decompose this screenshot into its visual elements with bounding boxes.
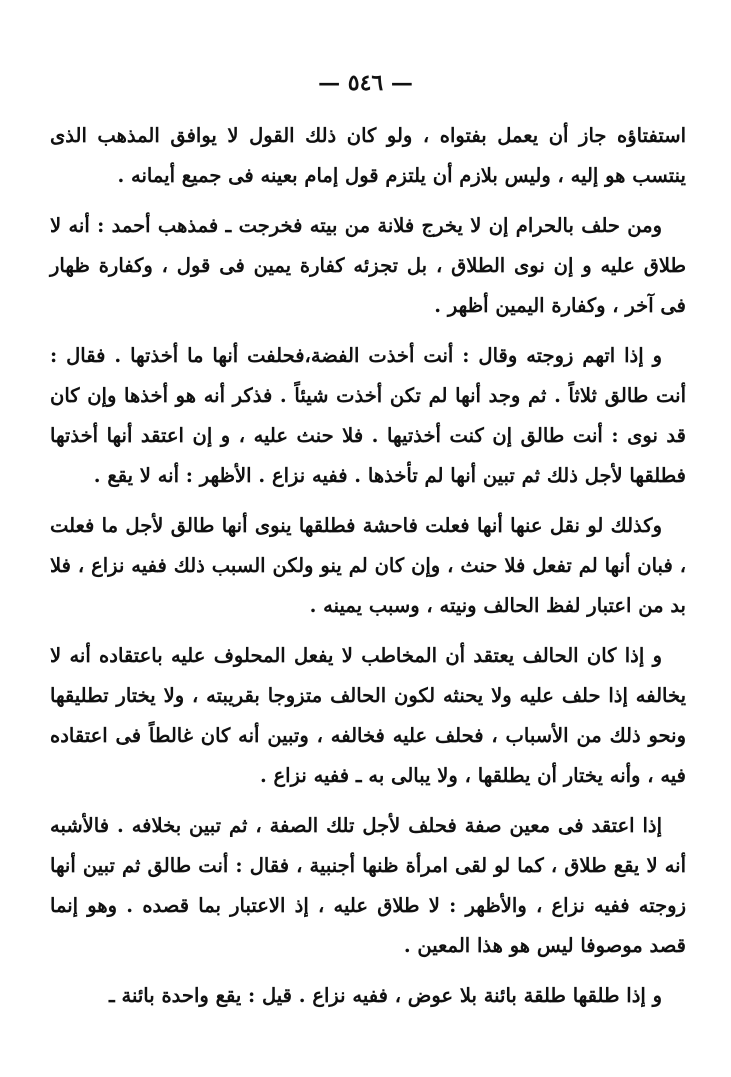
- page-number: — ٥٤٦ —: [318, 70, 413, 96]
- paragraph: إذا اعتقد فى معين صفة فحلف لأجل تلك الصفة ، ثم تبين بخلافه . فالأشبه أنه لا يقع طلاق ، كما لو لقى امرأة ظنها أجنبية ، فقال : أنت طالق ثم تبين أنها زوجته ففيه نزاع ، والأظهر : لا طلاق عليه ، إذ الاعتبار بما قصده . وهو إنما قصد موصوفا ليس هو هذا المعين .: [50, 814, 686, 957]
- paragraph: استفتاؤه جاز أن يعمل بفتواه ، ولو كان ذلك القول لا يوافق المذهب الذى ينتسب هو إليه ، وليس بلازم أن يلتزم قول إمام بعينه فى جميع أيمانه .: [50, 124, 686, 187]
- paragraph: ومن حلف بالحرام إن لا يخرج فلانة من بيته فخرجت ـ فمذهب أحمد : أنه لا طلاق عليه و إن نوى الطلاق ، بل تجزئه كفارة يمين فى قول ، وكفارة ظهار فى آخر ، وكفارة اليمين أظهر .: [50, 214, 686, 317]
- page-body: [50, 116, 686, 1026]
- paragraph: وكذلك لو نقل عنها أنها فعلت فاحشة فطلقها ينوى أنها طالق لأجل ما فعلت ، فبان أنها لم تفعل فلا حنث ، وإن كان لم ينو ولكن السبب ذلك ففيه نزاع ، فلا بد من اعتبار لفظ الحالف ونيته ، وسبب يمينه .: [50, 514, 686, 617]
- paragraph: و إذا اتهم زوجته وقال : أنت أخذت الفضة،فحلفت أنها ما أخذتها . فقال : أنت طالق ثلاثاً . ثم وجد أنها لم تكن أخذت شيئاً . فذكر أنه هو أخذها وإن كان قد نوى : أنت طالق إن كنت أخذتيها . فلا حنث عليه ، و إن اعتقد أنها أخذتها فطلقها لأجل ذلك ثم تبين أنها لم تأخذها . ففيه نزاع . الأظهر : أنه لا يقع .: [50, 344, 686, 487]
- paragraph: و إذا طلقها طلقة بائنة بلا عوض ، ففيه نزاع . قيل : يقع واحدة بائنة ـ: [109, 984, 662, 1007]
- paragraph: و إذا كان الحالف يعتقد أن المخاطب لا يفعل المحلوف عليه باعتقاده أنه لا يخالفه إذا حلف عليه ولا يحنثه لكون الحالف متزوجا بقريبته ، ولا يختار تطليقها ونحو ذلك من الأسباب ، فحلف عليه فخالفه ، وتبين أنه كان غالطاً فى اعتقاده فيه ، وأنه يختار أن يطلقها ، ولا يبالى به ـ ففيه نزاع .: [50, 644, 686, 787]
